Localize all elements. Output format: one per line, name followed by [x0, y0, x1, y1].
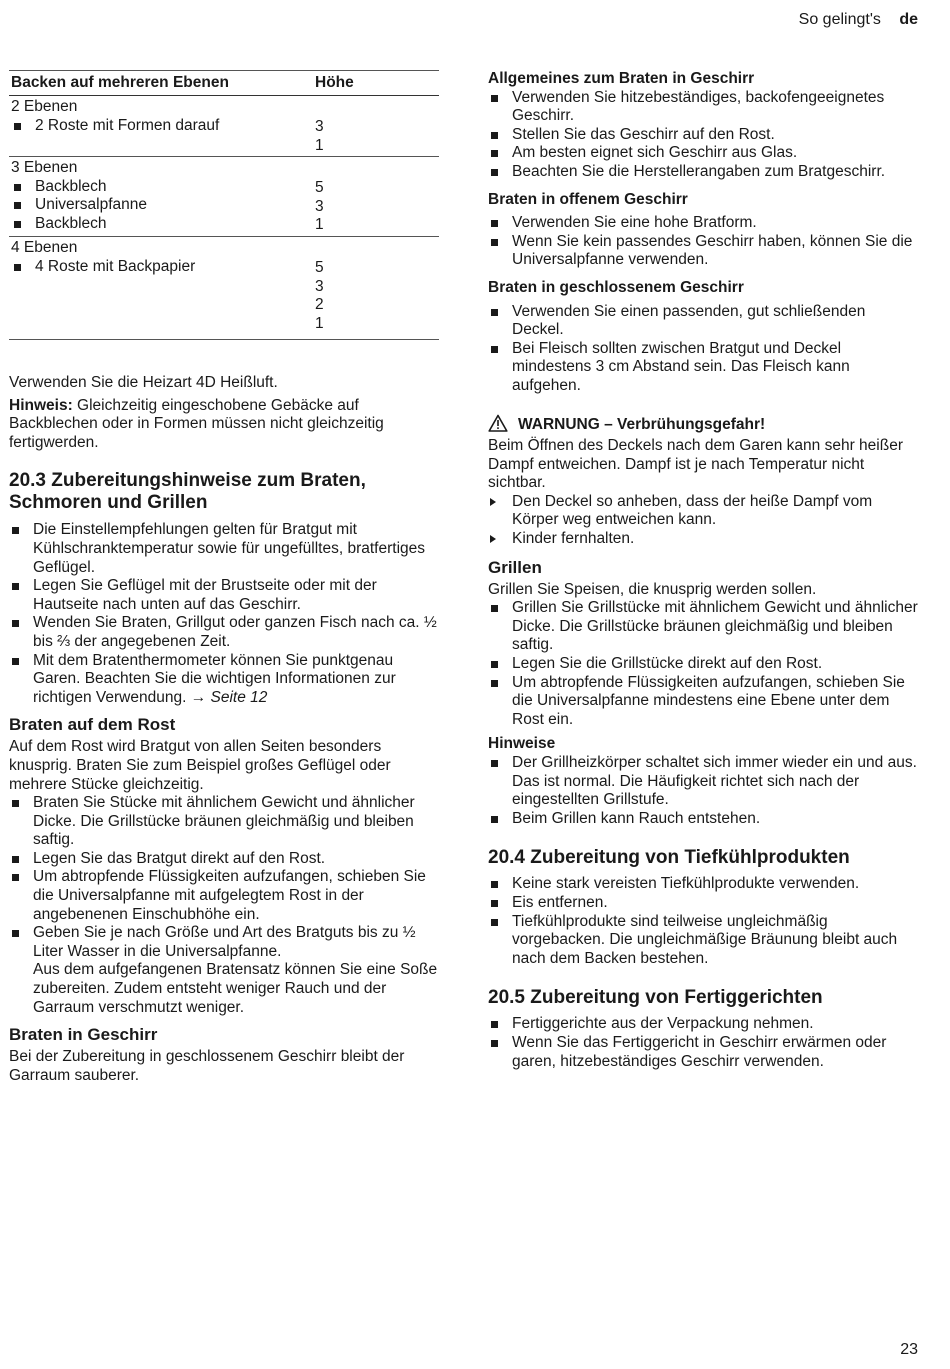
action-item: Kinder fernhalten. — [488, 530, 920, 549]
list-item-text: Geben Sie je nach Größe und Art des Bratguts bis zu ½ Liter Wasser in die Universalpfanne. — [33, 924, 416, 960]
offen-list — [488, 214, 920, 270]
list-item: Die Einstellempfehlungen gelten für Bratgut mit Kühlschranktemperatur sowie für ungefülltes, bratfertiges Geflügel. — [9, 521, 439, 577]
list-item: Um abtropfende Flüssigkeiten aufzufangen, schieben Sie die Universalpfanne mindestens eine Ebene unter dem Rost ein. — [488, 674, 920, 730]
page-number: 23 — [900, 1341, 918, 1358]
list-item: Verwenden Sie hitzebeständiges, backofengeeignetes Geschirr. — [488, 89, 920, 126]
list-item: Stellen Sie das Geschirr auf den Rost. — [488, 126, 920, 145]
height-value: 3 — [315, 118, 324, 135]
list-item: Beim Grillen kann Rauch entstehen. — [488, 810, 920, 829]
table-header-levels: Backen auf mehreren Ebenen — [9, 71, 313, 96]
section-20-3-list — [9, 521, 439, 707]
warning-triangle-icon — [488, 414, 508, 438]
rost-intro: Auf dem Rost wird Bratgut von allen Seiten besonders knusprig. Braten Sie zum Beispiel großes Geflügel oder mehrere Stücke gleichzeitig. — [9, 738, 391, 793]
warning-text: Beim Öffnen des Deckels nach dem Garen kann sehr heißer Dampf entweichen. Dampf ist je nach Temperatur nicht sichtbar. — [488, 437, 903, 492]
section-20-4-list — [488, 875, 920, 968]
list-item: Keine stark vereisten Tiefkühlprodukte verwenden. — [488, 875, 920, 894]
height-value: 3 — [315, 277, 324, 295]
list-item-extra: Aus dem aufgefangenen Bratensatz können Sie eine Soße zubereiten. Zudem entsteht weniger Rauch und der Garraum verschmutzt weniger. — [33, 961, 438, 1016]
hinweis-paragraph — [9, 397, 439, 453]
action-item: Den Deckel so anheben, dass der heiße Dampf vom Körper weg entweichen kann. — [488, 493, 920, 530]
subheading-offen: Braten in offenem Geschirr — [488, 190, 688, 208]
height-value: 1 — [315, 314, 324, 332]
list-item: Braten Sie Stücke mit ähnlichem Gewicht und ähnlicher Dicke. Die Grillstücke bräunen gleichmäßig und bleiben saftig. — [9, 794, 439, 850]
height-value: 3 — [315, 197, 324, 215]
language-label: de — [899, 11, 918, 28]
subheading-geschirr: Braten in Geschirr — [9, 1025, 158, 1045]
page-reference-link[interactable]: → Seite 12 — [190, 688, 268, 706]
list-item: Verwenden Sie eine hohe Bratform. — [488, 214, 920, 233]
warning-actions — [488, 493, 920, 549]
list-item — [9, 924, 439, 1017]
page-header — [799, 11, 918, 30]
hinweis-label: Hinweis: — [9, 396, 73, 414]
list-item: Wenn Sie kein passendes Geschirr haben, können Sie die Universalpfanne verwenden. — [488, 233, 920, 270]
list-item: Legen Sie das Bratgut direkt auf den Rost. — [9, 850, 439, 869]
warning-box — [488, 414, 920, 549]
hinweise-list — [488, 754, 920, 828]
section-label: So gelingt's — [798, 11, 881, 28]
grillen-list — [488, 599, 920, 729]
table-header-height: Höhe — [313, 71, 439, 96]
list-item-text: Mit dem Bratenthermometer können Sie punktgenau Garen. Beachten Sie die wichtigen Informationen zur richtigen Verwendung. — [33, 651, 396, 706]
heizart-text: Verwenden Sie die Heizart 4D Heißluft. — [9, 374, 278, 391]
geschlossen-list — [488, 303, 920, 396]
warning-title-row — [488, 414, 920, 438]
table-row — [9, 157, 439, 237]
section-title-20-4: 20.4 Zubereitung von Tiefkühlprodukten — [488, 847, 850, 869]
row-title: 4 Ebenen — [11, 238, 78, 256]
list-item: Universalpfanne — [11, 196, 313, 215]
list-item: Der Grillheizkörper schaltet sich immer wieder ein und aus. Das ist normal. Die Häufigkeit richtet sich nach der eingestellten Grillstufe. — [488, 754, 920, 810]
height-value: 1 — [315, 216, 324, 234]
subheading-grillen: Grillen — [488, 557, 542, 577]
list-item: Eis entfernen. — [488, 894, 920, 913]
list-item: Bei Fleisch sollten zwischen Bratgut und Deckel mindestens 3 cm Abstand sein. Das Fleisch kann aufgehen. — [488, 340, 920, 396]
hinweis-text: Gleichzeitig eingeschobene Gebäcke auf Backblechen oder in Formen müssen nicht gleichzeitig fertigwerden. — [9, 396, 384, 451]
list-item: Tiefkühlprodukte sind teilweise ungleichmäßig vorgebacken. Die ungleichmäßige Bräunung bleibt auch nach dem Backen bestehen. — [488, 913, 920, 969]
section-title-20-5: 20.5 Zubereitung von Fertiggerichten — [488, 987, 823, 1009]
subheading-rost: Braten auf dem Rost — [9, 715, 176, 735]
subheading-allgemeines: Allgemeines zum Braten in Geschirr — [488, 70, 755, 87]
list-item: Backblech — [11, 215, 313, 234]
list-item: Wenden Sie Braten, Grillgut oder ganzen Fisch nach ca. ½ bis ⅔ der angegebenen Zeit. — [9, 614, 439, 651]
row-title: 2 Ebenen — [11, 98, 78, 115]
list-item — [9, 652, 439, 708]
height-value: 5 — [315, 258, 324, 276]
section-title-20-3: 20.3 Zubereitungshinweise zum Braten, Schmoren und Grillen — [9, 470, 366, 514]
row-title: 3 Ebenen — [11, 159, 78, 177]
list-item: Fertiggerichte aus der Verpackung nehmen. — [488, 1015, 920, 1034]
list-item: Backblech — [11, 178, 313, 197]
list-item: Verwenden Sie einen passenden, gut schließenden Deckel. — [488, 303, 920, 340]
table-row — [9, 236, 439, 339]
list-item: Um abtropfende Flüssigkeiten aufzufangen, schieben Sie die Universalpfanne mit aufgelegtem Rost in der angebenenen Einschubhöhe ein. — [9, 868, 439, 924]
warning-title: WARNUNG – Verbrühungsgefahr! — [518, 415, 766, 433]
list-item: Wenn Sie das Fertiggericht in Geschirr erwärmen oder garen, hitzebeständiges Geschirr verwenden. — [488, 1034, 920, 1071]
list-item: Beachten Sie die Herstellerangaben zum Bratgeschirr. — [488, 163, 920, 182]
allgemeines-list — [488, 89, 920, 182]
grillen-intro: Grillen Sie Speisen, die knusprig werden sollen. — [488, 580, 817, 598]
section-20-5-list — [488, 1015, 920, 1071]
geschirr-text: Bei der Zubereitung in geschlossenem Geschirr bleibt der Garraum sauberer. — [9, 1048, 405, 1084]
list-item: 4 Roste mit Backpapier — [11, 258, 313, 277]
baking-levels-table — [9, 70, 439, 340]
height-value: 1 — [315, 136, 324, 154]
subheading-hinweise: Hinweise — [488, 735, 556, 753]
list-item: Am besten eignet sich Geschirr aus Glas. — [488, 144, 920, 163]
list-item: Legen Sie die Grillstücke direkt auf den Rost. — [488, 655, 920, 674]
height-value: 2 — [315, 296, 324, 314]
list-item: 2 Roste mit Formen darauf — [11, 117, 313, 136]
subheading-geschlossen: Braten in geschlossenem Geschirr — [488, 278, 744, 296]
table-row — [9, 96, 439, 157]
list-item: Legen Sie Geflügel mit der Brustseite oder mit der Hautseite nach unten auf das Geschirr. — [9, 577, 439, 614]
list-item: Grillen Sie Grillstücke mit ähnlichem Gewicht und ähnlicher Dicke. Die Grillstücke bräunen gleichmäßig und bleiben saftig. — [488, 599, 920, 655]
height-value: 5 — [315, 179, 324, 197]
rost-list — [9, 794, 439, 1017]
